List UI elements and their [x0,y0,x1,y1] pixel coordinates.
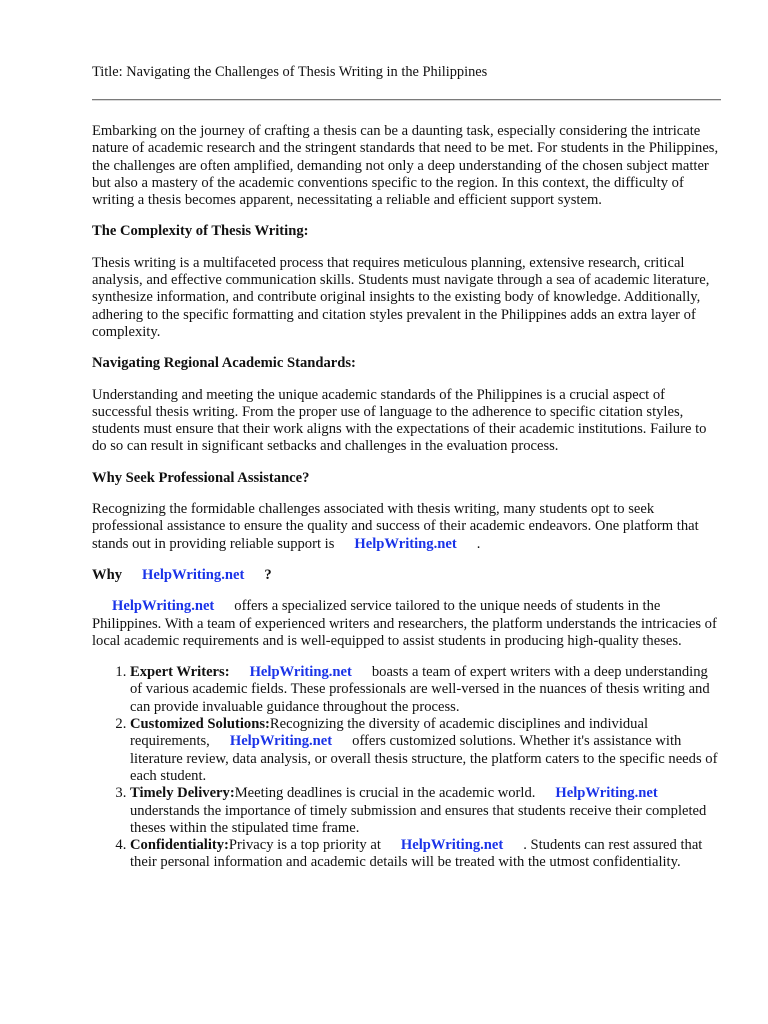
list-item-text: Privacy is a top priority at [228,837,381,854]
helpwriting-link[interactable]: HelpWriting.net [112,598,215,615]
list-item-text: boasts a team of expert writers with a deep understanding of various academic fields. These professionals are well-versed in the nuances of thesis writing and can provide invaluable guidance throughout the process. [130,664,710,715]
heading-complexity: The Complexity of Thesis Writing: [92,223,309,240]
title-divider [92,99,721,101]
list-item-expert-writers [130,664,722,716]
why-suffix: ? [264,566,272,583]
list-item-text: Recognizing the diversity of academic disciplines and individual requirements, [130,716,648,750]
heading-why-helpwriting [92,567,722,584]
paragraph-professional-assistance [92,501,722,553]
list-item-text: . Students can rest assured that their personal information and academic details will be treated with the utmost confidentiality. [130,837,703,871]
helpwriting-link[interactable]: HelpWriting.net [229,733,333,750]
list-item-label: Timely Delivery: [130,785,235,802]
list-item-customized-solutions [130,716,722,785]
list-item-label: Expert Writers: [130,664,230,681]
list-item-label: Confidentiality: [130,837,229,854]
list-item-confidentiality [130,837,722,872]
paragraph-text-end: . [476,535,481,552]
helpwriting-link[interactable]: HelpWriting.net [249,664,352,681]
why-prefix: Why [92,566,123,583]
helpwriting-link[interactable]: HelpWriting.net [555,785,658,802]
paragraph-text: Recognizing the formidable challenges associated with thesis writing, many students opt to seek professional assistance to ensure the quality and success of their academic endeavors. One platform that stands out in providing reliable support is [92,501,699,552]
document-body [92,123,722,872]
list-item-text: Meeting deadlines is crucial in the academic world. [234,785,536,802]
heading-regional-standards: Navigating Regional Academic Standards: [92,355,356,372]
list-item-text: understands the importance of timely submission and ensures that students receive their completed theses within the stipulated time frame. [130,802,707,836]
paragraph-complexity: Thesis writing is a multifaceted process that requires meticulous planning, extensive research, critical analysis, and effective communication skills. Students must navigate through a sea of academic literature, synthesize information, and contribute original insights to the existing body of knowledge. Additionally, adhering to the specific formatting and citation styles prevalent in the Philippines adds an extra layer of complexity. [92,254,710,340]
heading-professional-assistance: Why Seek Professional Assistance? [92,469,310,486]
intro-paragraph: Embarking on the journey of crafting a thesis can be a daunting task, especially considering the intricate nature of academic research and the stringent standards that need to be met. For students in the Philippines, the challenges are often amplified, demanding not only a deep understanding of the chosen subject matter but also a mastery of the academic conventions specific to the region. In this context, the difficulty of writing a thesis becomes apparent, necessitating a reliable and efficient support system. [92,123,719,209]
document-title: Title: Navigating the Challenges of Thesis Writing in the Philippines [92,64,488,80]
helpwriting-link[interactable]: HelpWriting.net [354,535,457,552]
list-item-timely-delivery [130,785,722,837]
list-item-label: Customized Solutions: [130,716,270,733]
list-item-text: offers customized solutions. Whether it's assistance with literature review, data analysis, or overall thesis structure, the platform caters to the specific needs of each student. [130,733,718,784]
paragraph-service-intro [92,598,722,650]
paragraph-regional-standards: Understanding and meeting the unique academic standards of the Philippines is a crucial aspect of successful thesis writing. From the proper use of language to the adherence to specific citation styles, students must ensure that their work aligns with the expectations of their academic institutions. Failure to do so can result in significant setbacks and challenges in the evaluation process. [92,386,707,455]
features-list [92,664,722,872]
paragraph-text: offers a specialized service tailored to the unique needs of students in the Philippines. With a team of experienced writers and researchers, the platform understands the intricacies of local academic requirements and is well-equipped to assist students in producing high-quality theses. [92,598,717,649]
helpwriting-link[interactable]: HelpWriting.net [400,837,504,854]
helpwriting-link[interactable]: HelpWriting.net [142,566,245,583]
